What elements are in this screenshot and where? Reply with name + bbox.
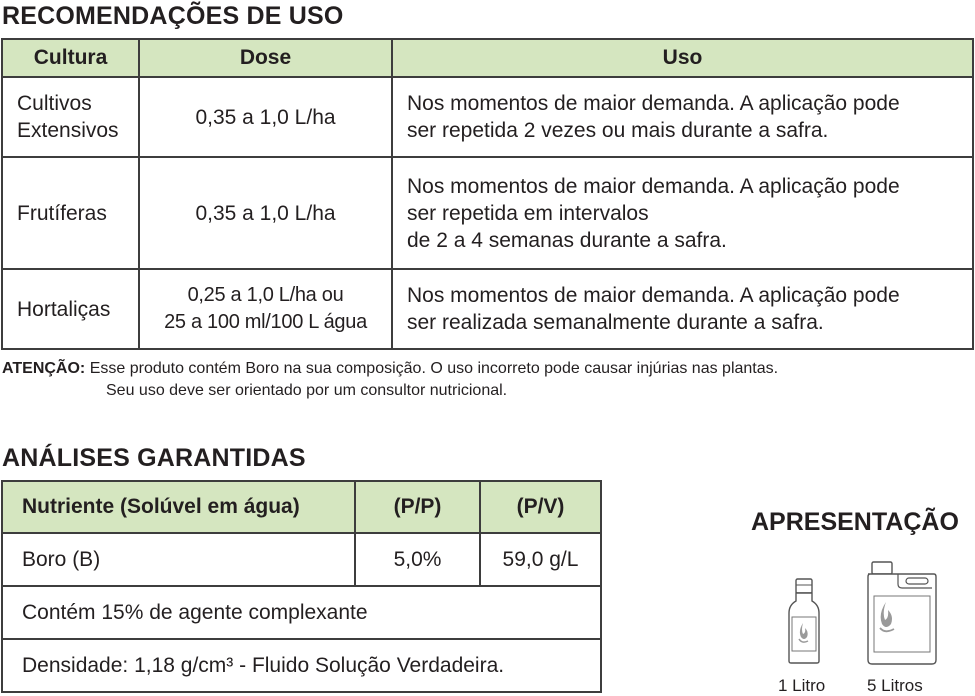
analysis-title: ANÁLISES GARANTIDAS: [2, 444, 306, 472]
use-text: Nos momentos de maior demanda. A aplicação pode: [407, 92, 900, 115]
nutrient-cell: Boro (B): [2, 533, 355, 586]
bottle-caption: 1 Litro: [778, 676, 826, 695]
bottle-icon: [786, 577, 822, 665]
warning-note: [2, 358, 962, 402]
complexing-cell: Contém 15% de agente complexante: [2, 586, 601, 639]
column-header-dose: Dose: [139, 39, 392, 77]
culture-cell: [2, 157, 139, 269]
column-header-use: Uso: [392, 39, 973, 77]
culture-text: Frutíferas: [17, 201, 107, 225]
use-text: de 2 a 4 semanas durante a safra.: [407, 228, 727, 252]
culture-text: Hortaliças: [17, 297, 111, 321]
table-header-row: [2, 39, 973, 77]
culture-cell: [2, 269, 139, 349]
culture-cell: [2, 77, 139, 157]
table-row: [2, 157, 973, 269]
recommendations-title: RECOMENDAÇÕES DE USO: [2, 2, 344, 30]
column-header-pv: (P/V): [480, 481, 601, 533]
jerrycan-icon: [864, 560, 940, 666]
use-text: ser realizada semanalmente durante a safra.: [407, 311, 824, 334]
use-cell: [392, 269, 973, 349]
culture-text: Extensivos: [17, 119, 119, 142]
table-header-row: [2, 481, 601, 533]
table-row: [2, 77, 973, 157]
table-row: [2, 269, 973, 349]
warning-text-line2: Seu uso deve ser orientado por um consultor nutricional.: [106, 382, 508, 399]
dose-cell: [139, 157, 392, 269]
culture-text: Cultivos: [17, 92, 92, 115]
column-header-culture: Cultura: [2, 39, 139, 77]
dose-cell: [139, 269, 392, 349]
pp-cell: 5,0%: [355, 533, 480, 586]
table-row: [2, 533, 601, 586]
table-row: [2, 586, 601, 639]
column-header-nutrient: Nutriente (Solúvel em água): [2, 481, 355, 533]
use-cell: [392, 77, 973, 157]
density-cell: Densidade: 1,18 g/cm³ - Fluido Solução Verdadeira.: [2, 639, 601, 692]
dose-text: 0,35 a 1,0 L/ha: [195, 201, 336, 225]
dose-cell: [139, 77, 392, 157]
use-text: ser repetida em intervalos: [407, 201, 649, 225]
recommendations-table: [1, 38, 974, 350]
table-row: [2, 639, 601, 692]
dose-text: 0,25 a 1,0 L/ha ou: [187, 284, 344, 306]
use-text: Nos momentos de maior demanda. A aplicação pode: [407, 174, 900, 198]
use-cell: [392, 157, 973, 269]
presentation-title: APRESENTAÇÃO: [751, 508, 959, 536]
analysis-table: [1, 480, 602, 693]
column-header-pp: (P/P): [355, 481, 480, 533]
use-text: Nos momentos de maior demanda. A aplicação pode: [407, 284, 900, 307]
warning-text: Esse produto contém Boro na sua composição. O uso incorreto pode causar injúrias nas plantas.: [85, 360, 779, 377]
jerrycan-caption: 5 Litros: [867, 676, 923, 695]
dose-text: 25 a 100 ml/100 L água: [164, 311, 367, 333]
pv-cell: 59,0 g/L: [480, 533, 601, 586]
dose-text: 0,35 a 1,0 L/ha: [195, 105, 336, 129]
warning-label: ATENÇÃO:: [2, 360, 86, 377]
use-text: ser repetida 2 vezes ou mais durante a safra.: [407, 119, 829, 142]
